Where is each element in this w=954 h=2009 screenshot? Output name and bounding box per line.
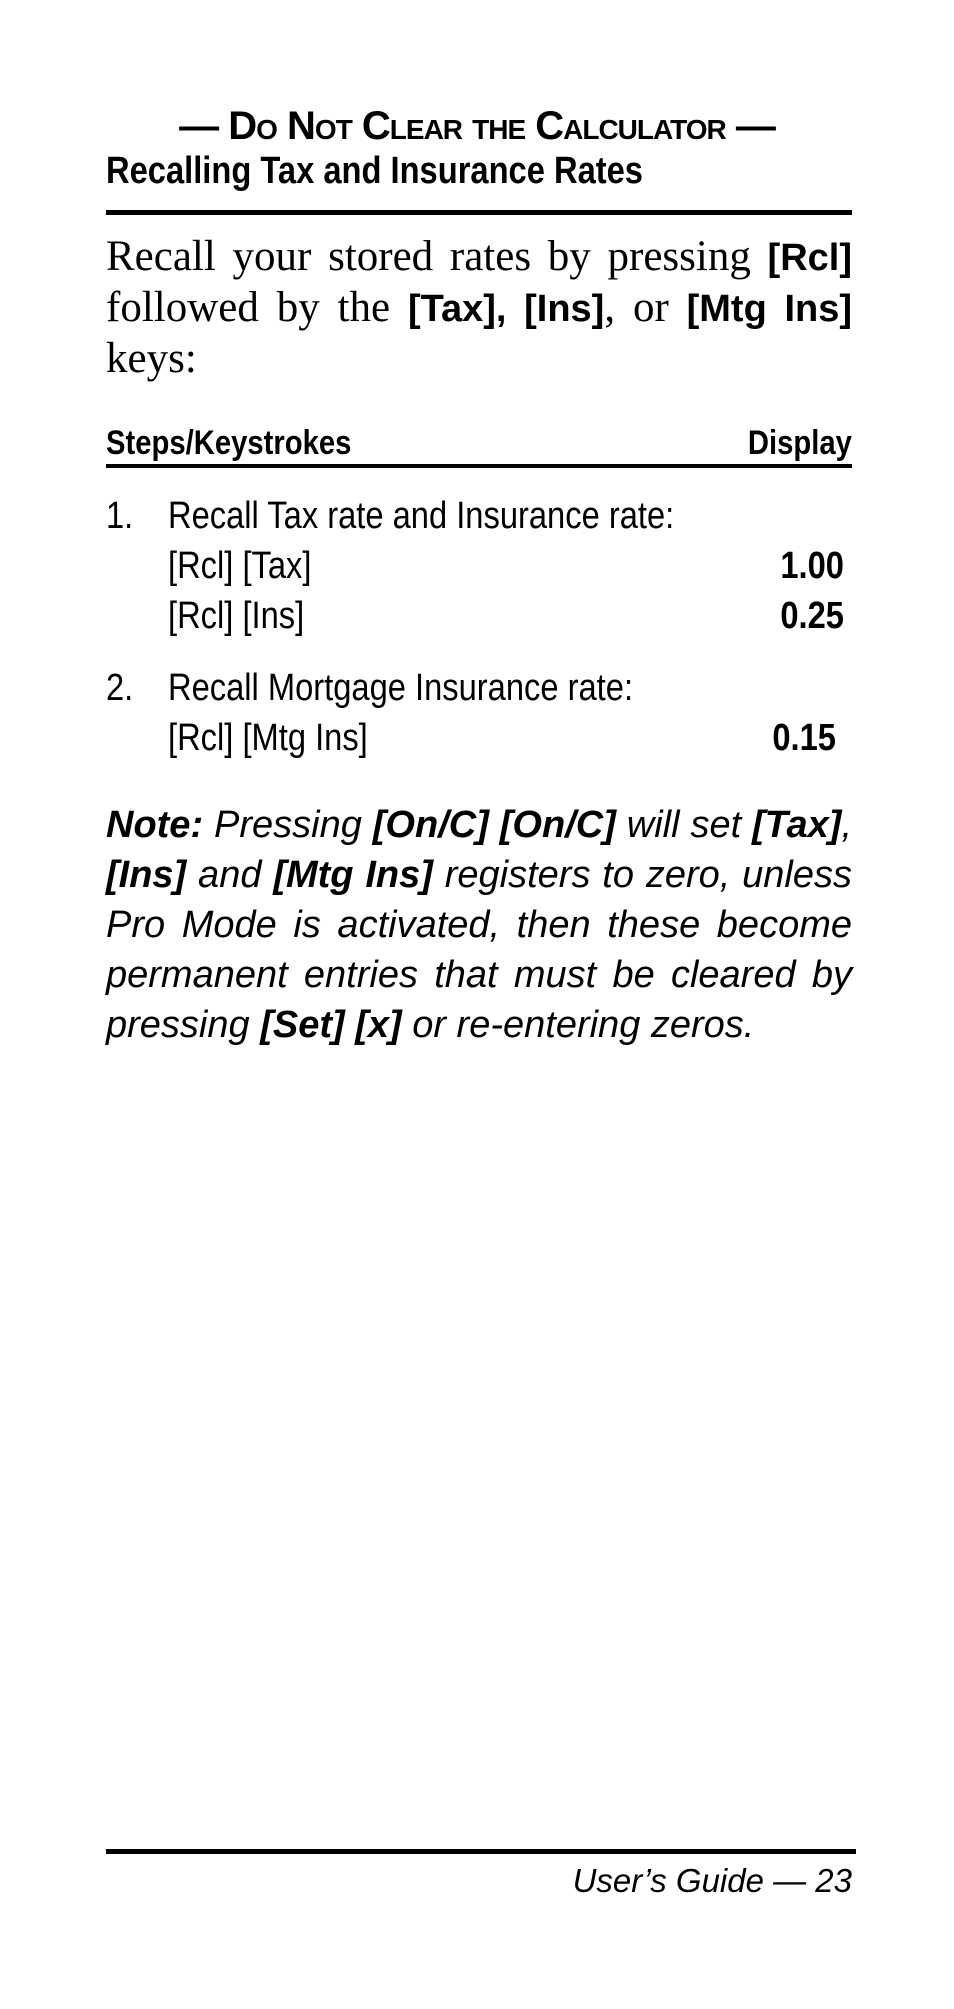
step-text: Recall Tax rate and Insurance rate: [168, 495, 675, 537]
steps-column-header: Steps/Keystrokes [106, 424, 352, 462]
keystroke: [Rcl] [Tax] [168, 545, 312, 587]
display-column-header: Display [747, 424, 852, 462]
intro-text-4: keys: [106, 335, 197, 382]
note-key: [Ins] [106, 854, 187, 896]
note-text: registers to zero, unless Pro Mode is activated, then these become permanent entries that must be cleared by pressing [106, 854, 852, 1046]
intro-text-2: followed by the [106, 284, 408, 331]
note-paragraph [106, 800, 852, 1050]
intro-text-1: Recall your stored rates by pressing [106, 233, 768, 280]
banner-heading: — Do Not Clear the Calculator — [179, 104, 775, 148]
note-text: will set [615, 804, 753, 846]
note-text: or re-entering zeros. [401, 1004, 755, 1046]
footer-rule [106, 1849, 856, 1854]
note-key: [Mtg Ins] [273, 854, 433, 896]
step-number: 2. [106, 667, 134, 709]
step-number: 1. [106, 495, 134, 537]
intro-key-mtg-ins: [Mtg Ins] [686, 288, 853, 330]
display-value: 0.25 [780, 595, 844, 637]
keystroke: [Rcl] [Ins] [168, 595, 305, 637]
note-label: Note: [106, 804, 204, 846]
step-text: Recall Mortgage Insurance rate: [168, 667, 634, 709]
display-value: 0.15 [772, 717, 836, 759]
section-title: Recalling Tax and Insurance Rates [106, 150, 643, 192]
intro-key-tax-ins: [Tax], [Ins] [407, 288, 605, 330]
note-text: , [841, 804, 853, 846]
note-text: and [186, 854, 274, 896]
title-rule [106, 210, 852, 215]
keystroke: [Rcl] [Mtg Ins] [168, 717, 368, 759]
intro-key-rcl: [Rcl] [767, 237, 852, 279]
note-key: [Set] [x] [260, 1004, 402, 1046]
note-key: [Tax] [752, 804, 842, 846]
intro-paragraph [106, 232, 852, 383]
intro-text-3: , or [604, 284, 687, 331]
page-footer: User’s Guide — 23 [572, 1862, 852, 1899]
note-text: Pressing [203, 804, 373, 846]
note-key: [On/C] [On/C] [372, 804, 616, 846]
display-value: 1.00 [780, 545, 844, 587]
header-rule [106, 464, 852, 468]
